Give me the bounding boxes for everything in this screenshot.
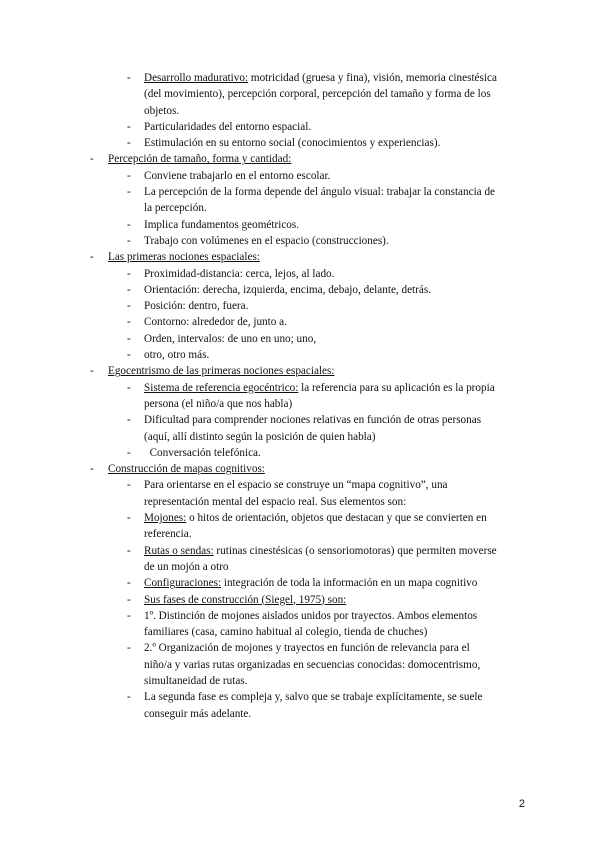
list-item-line [90,233,530,249]
list-item-line [90,331,530,347]
line-text: o hitos de orientación, objetos que destacan y que se convierten en [186,512,487,525]
list-item-line [90,624,530,640]
bullet-dash: - [127,446,131,459]
bullet-dash: - [127,544,131,557]
list-item-line [90,640,530,656]
list-item-line [90,135,530,151]
bullet-dash: - [127,267,131,280]
list-item-line [90,510,530,526]
underlined-term: Construcción de mapas cognitivos: [108,463,265,476]
line-text: otro, otro más. [144,349,210,362]
line-text: La percepción de la forma depende del ángulo visual: trabajar la constancia de [144,186,496,199]
line-text: La segunda fase es compleja y, salvo que se trabaje explícitamente, se suele [144,691,483,704]
list-item-line [90,217,530,233]
list-item-line [90,592,530,608]
underlined-term: Configuraciones: [144,577,222,590]
line-text: Conviene trabajarlo en el entorno escolar. [144,169,331,182]
list-item-line [90,706,530,722]
bullet-dash: - [127,414,131,427]
line-text: la referencia para su aplicación es la propia [298,381,495,394]
list-item-line [90,86,530,102]
bullet-dash: - [127,332,131,345]
line-text: Estimulación en su entorno social (conocimientos y experiencias). [144,137,441,150]
list-item-line [90,347,530,363]
bullet-dash: - [127,609,131,622]
list-item-line [90,314,530,330]
list-item-line [90,657,530,673]
line-text: persona (el niño/a que nos habla) [144,397,293,410]
bullet-dash: - [90,251,94,264]
underlined-term: Sus fases de construcción (Siegel, 1975) son: [144,593,347,606]
list-item-line [90,70,530,86]
section-heading-line [90,151,530,167]
list-item-line [90,543,530,559]
bullet-dash: - [127,577,131,590]
line-text: motricidad (gruesa y fina), visión, memoria cinestésica [248,72,497,84]
line-text: Contorno: alrededor de, junto a. [144,316,287,329]
line-text: Proximidad-distancia: cerca, lejos, al lado. [144,267,335,280]
line-text: familiares (casa, camino habitual al colegio, tienda de chuches) [144,626,428,639]
underlined-term: Desarrollo madurativo: [144,72,249,84]
list-item-line [90,445,530,461]
line-text: representación mental del espacio real. Sus elementos son: [144,495,407,508]
line-text: Para orientarse en el espacio se construye un “mapa cognitivo”, una [144,479,448,492]
underlined-term: Mojones: [144,512,187,525]
line-text: (aquí, allí distinto según la posición de quien habla) [144,430,376,443]
line-text: Implica fundamentos geométricos. [144,218,300,231]
list-item-line [90,266,530,282]
list-item-line [90,282,530,298]
underlined-term: Percepción de tamaño, forma y cantidad: [108,153,292,166]
line-text: (del movimiento), percepción corporal, percepción del tamaño y forma de los [144,88,491,101]
bullet-dash: - [127,691,131,704]
line-text: 1º. Distinción de mojones aislados unidos por trayectos. Ambos elementos [144,609,478,622]
list-item-line [90,608,530,624]
section-heading-line [90,249,530,265]
line-text: objetos. [144,104,180,117]
document-body [90,70,530,722]
bullet-dash: - [90,365,94,378]
bullet-dash: - [127,72,131,84]
underlined-term: Las primeras nociones espaciales: [108,251,260,264]
bullet-dash: - [127,512,131,525]
line-text: Orden, intervalos: de uno en uno; uno, [144,332,317,345]
list-item-line [90,429,530,445]
line-text: niño/a y varias rutas organizadas en secuencias conocidas: domocentrismo, [144,658,481,671]
line-text: simultaneidad de rutas. [144,674,248,687]
bullet-dash: - [127,137,131,150]
line-text: de un mojón a otro [144,560,229,573]
line-text: Orientación: derecha, izquierda, encima, debajo, delante, detrás. [144,283,432,296]
bullet-dash: - [127,593,131,606]
list-item-line [90,689,530,705]
bullet-dash: - [127,218,131,231]
line-text: referencia. [144,528,192,541]
bullet-dash: - [90,153,94,166]
line-text: rutinas cinestésicas (o sensoriomotoras) que permiten moverse [213,544,497,557]
line-text: Conversación telefónica. [144,446,261,459]
list-item-line [90,184,530,200]
bullet-dash: - [90,463,94,476]
bullet-dash: - [127,479,131,492]
list-item-line [90,559,530,575]
list-item-line [90,477,530,493]
bullet-dash: - [127,349,131,362]
underlined-term: Egocentrismo de las primeras nociones espaciales: [108,365,335,378]
line-text: la percepción. [144,202,207,215]
underlined-term: Sistema de referencia egocéntrico: [144,381,299,394]
underlined-term: Rutas o sendas: [144,544,214,557]
line-text: Dificultad para comprender nociones relativas en función de otras personas [144,414,482,427]
list-item-line [90,200,530,216]
line-text: conseguir más adelante. [144,707,252,720]
line-text: Trabajo con volúmenes en el espacio (construcciones). [144,234,389,247]
bullet-dash: - [127,316,131,329]
bullet-dash: - [127,381,131,394]
list-item-line [90,103,530,119]
list-item-line [90,494,530,510]
section-heading-line [90,461,530,477]
list-item-line [90,526,530,542]
page-number: 2 [518,798,525,810]
line-text: integración de toda la información en un mapa cognitivo [221,577,478,590]
bullet-dash: - [127,169,131,182]
list-item-line [90,298,530,314]
bullet-dash: - [127,120,131,133]
bullet-dash: - [127,234,131,247]
bullet-dash: - [127,642,131,655]
bullet-dash: - [127,283,131,296]
list-item-line [90,396,530,412]
list-item-line [90,412,530,428]
section-heading-line [90,363,530,379]
bullet-dash: - [127,300,131,313]
line-text: Posición: dentro, fuera. [144,300,249,313]
list-item-line [90,168,530,184]
list-item-line [90,119,530,135]
list-item-line [90,673,530,689]
list-item-line [90,575,530,591]
line-text: 2.º Organización de mojones y trayectos en función de relevancia para el [144,642,470,655]
list-item-line [90,380,530,396]
line-text: Particularidades del entorno espacial. [144,120,312,133]
bullet-dash: - [127,186,131,199]
